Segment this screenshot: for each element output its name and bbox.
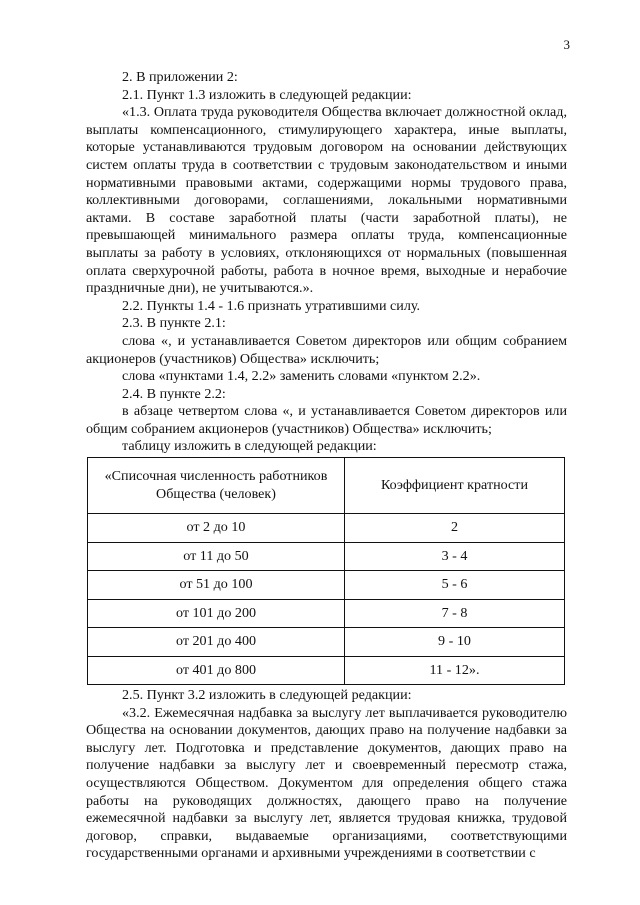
paragraph: «1.3. Оплата труда руководителя Общества включает должностной оклад, выплаты компенсационного, стимулирующего характера, иные выплаты, которые устанавливаются трудовым договором на основании действующих систем оплаты труда в соответствии с трудовым законодательством и иными нормативными правовыми актами, содержащими нормы трудового права, коллективными договорами, соглашениями, локальными нормативными актами. В составе заработной платы (части заработной платы), не превышающей минимального размера оплаты труда, компенсационные выплаты за работу в условиях, отклоняющихся от нормальных (повышенная оплата сверхурочной работы, работа в ночное время, выходные и нерабочие праздничные дни), не учитываются.». bbox=[86, 104, 567, 297]
page-number: 3 bbox=[563, 37, 570, 52]
table-row bbox=[88, 514, 565, 543]
cell-employee-range: от 201 до 400 bbox=[88, 628, 345, 657]
paragraph: 2.4. В пункте 2.2: bbox=[122, 385, 226, 402]
paragraph: 2.3. В пункте 2.1: bbox=[122, 315, 226, 332]
paragraph: слова «пунктами 1.4, 2.2» заменить словами «пунктом 2.2». bbox=[122, 368, 481, 385]
cell-employee-range: от 51 до 100 bbox=[88, 571, 345, 600]
cell-coefficient: 2 bbox=[345, 514, 565, 543]
paragraph: слова «, и устанавливается Советом директоров или общим собранием акционеров (участников) Общества» исключить; bbox=[86, 332, 567, 367]
table-row bbox=[88, 628, 565, 657]
cell-coefficient: 5 - 6 bbox=[345, 571, 565, 600]
paragraph: 2.5. Пункт 3.2 изложить в следующей редакции: bbox=[122, 687, 412, 704]
table-header-employees: «Списочная численность работников Общества (человек) bbox=[88, 458, 345, 514]
paragraph: 2.1. Пункт 1.3 изложить в следующей редакции: bbox=[122, 86, 412, 103]
table-row bbox=[88, 542, 565, 571]
cell-employee-range: от 101 до 200 bbox=[88, 599, 345, 628]
paragraphs-before-table bbox=[86, 69, 567, 456]
cell-employee-range: от 401 до 800 bbox=[88, 656, 345, 685]
cell-coefficient: 3 - 4 bbox=[345, 542, 565, 571]
table-row bbox=[88, 656, 565, 685]
paragraph: «3.2. Ежемесячная надбавка за выслугу лет выплачивается руководителю Общества на основании документов, дающих право на получение надбавки за выслугу лет. Подготовка и представление документов, дающих право на получение надбавки за выслугу лет и своевременный пересмотр стажа, осуществляются Обществом. Документом для определения общего стажа работы на руководящих должностях, дающего право на получение ежемесячной надбавки за выслугу лет, является трудовая книжка, трудовой договор, справки, выдаваемые организациями, соответствующими государственными органами и архивными учреждениями в соответствии с bbox=[86, 704, 567, 862]
paragraph: в абзаце четвертом слова «, и устанавливается Советом директоров или общим собранием акционеров (участников) Общества» исключить; bbox=[86, 403, 567, 437]
paragraph: 2. В приложении 2: bbox=[122, 69, 238, 85]
document-body bbox=[86, 69, 567, 863]
table-header-coefficient: Коэффициент кратности bbox=[345, 458, 565, 514]
cell-coefficient: 9 - 10 bbox=[345, 628, 565, 657]
paragraphs-after-table bbox=[86, 687, 567, 863]
paragraph: 2.2. Пункты 1.4 - 1.6 признать утратившими силу. bbox=[122, 297, 421, 314]
cell-employee-range: от 11 до 50 bbox=[88, 542, 345, 571]
cell-coefficient: 11 - 12». bbox=[345, 656, 565, 685]
paragraph: таблицу изложить в следующей редакции: bbox=[122, 438, 377, 455]
table-row bbox=[88, 571, 565, 600]
coefficient-table bbox=[87, 457, 565, 685]
table-header-row bbox=[88, 458, 565, 514]
table-body bbox=[88, 514, 565, 685]
cell-employee-range: от 2 до 10 bbox=[88, 514, 345, 543]
table-row bbox=[88, 599, 565, 628]
cell-coefficient: 7 - 8 bbox=[345, 599, 565, 628]
